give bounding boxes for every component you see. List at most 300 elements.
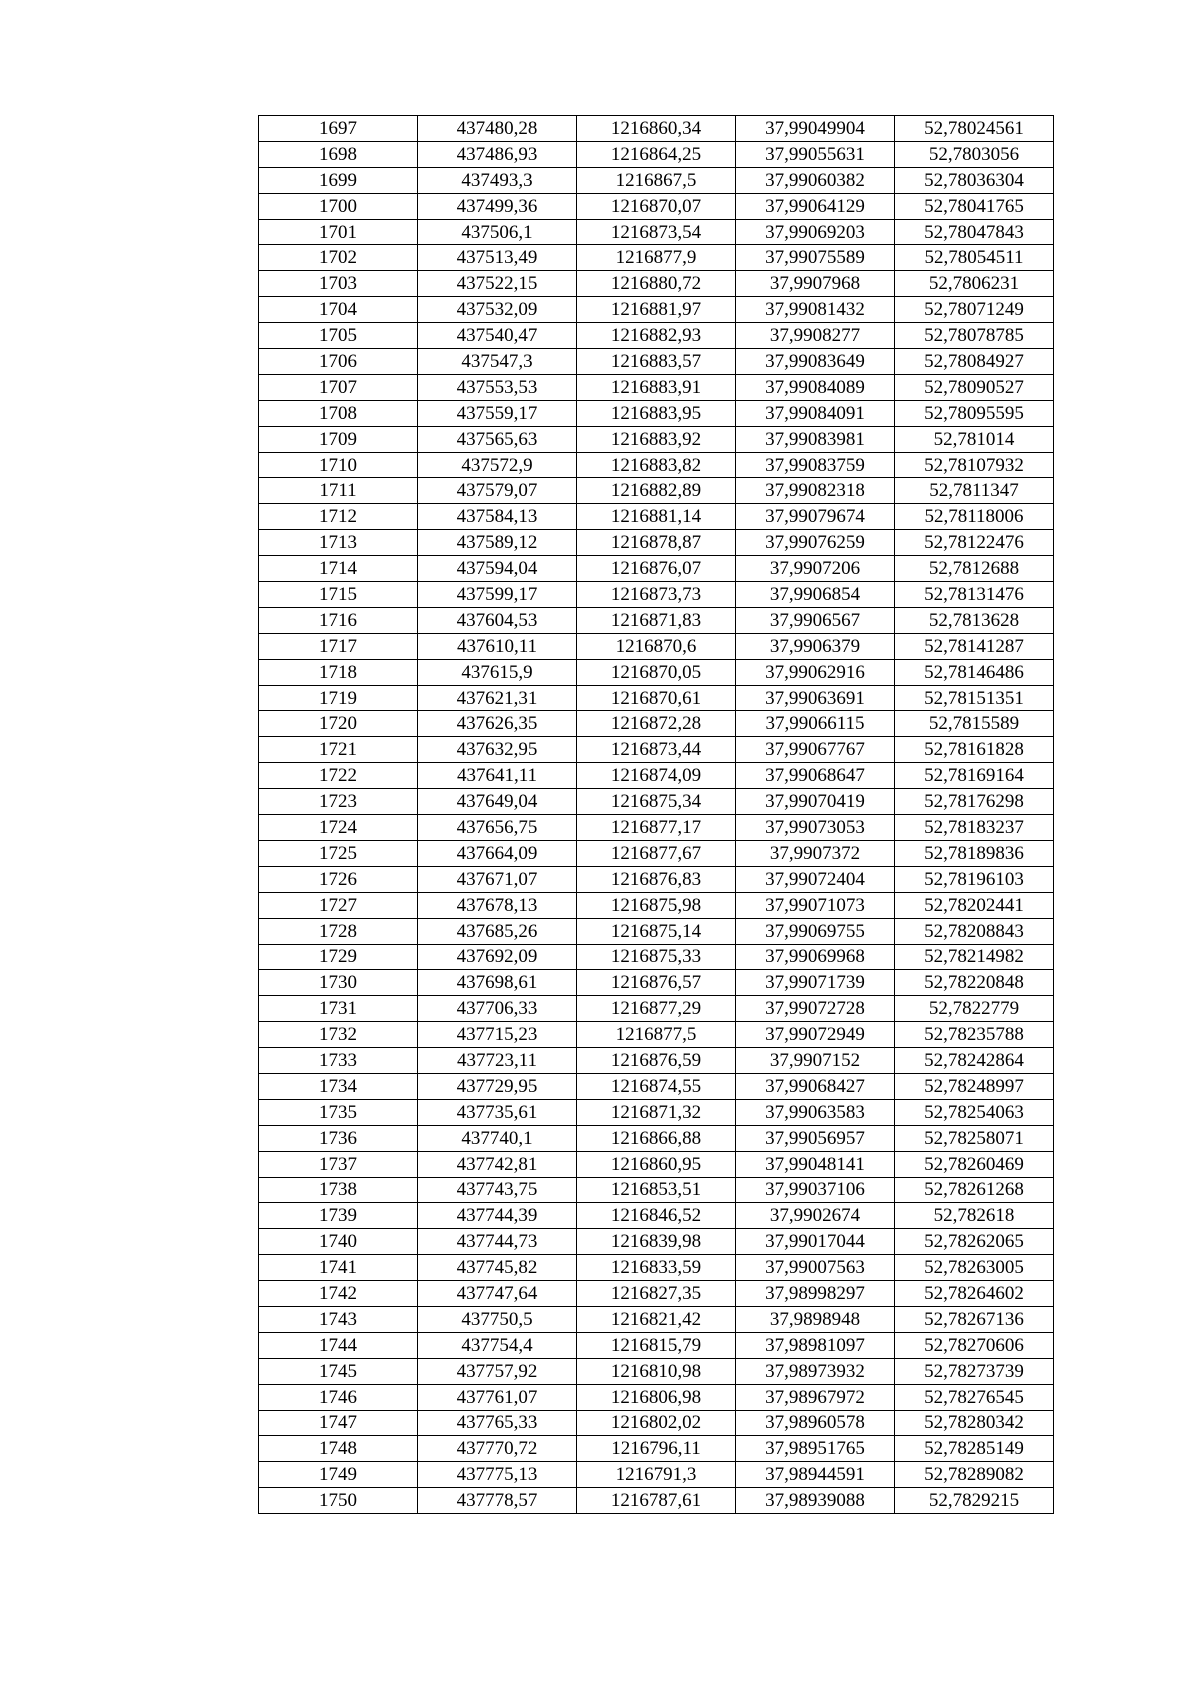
- table-row: [259, 1099, 1054, 1125]
- table-row: [259, 789, 1054, 815]
- table-row: [259, 1384, 1054, 1410]
- latitude-cell: 52,78141287: [895, 633, 1054, 659]
- point-number-cell: 1738: [259, 1177, 418, 1203]
- y-coordinate-cell: 1216875,34: [577, 789, 736, 815]
- longitude-cell: 37,9902674: [736, 1203, 895, 1229]
- x-coordinate-cell: 437540,47: [418, 323, 577, 349]
- y-coordinate-cell: 1216860,34: [577, 116, 736, 142]
- point-number-cell: 1741: [259, 1255, 418, 1281]
- latitude-cell: 52,78024561: [895, 116, 1054, 142]
- x-coordinate-cell: 437715,23: [418, 1022, 577, 1048]
- table-row: [259, 866, 1054, 892]
- point-number-cell: 1717: [259, 633, 418, 659]
- latitude-cell: 52,78202441: [895, 892, 1054, 918]
- point-number-cell: 1732: [259, 1022, 418, 1048]
- x-coordinate-cell: 437559,17: [418, 400, 577, 426]
- point-number-cell: 1737: [259, 1151, 418, 1177]
- longitude-cell: 37,98944591: [736, 1462, 895, 1488]
- y-coordinate-cell: 1216866,88: [577, 1125, 736, 1151]
- longitude-cell: 37,9907152: [736, 1048, 895, 1074]
- x-coordinate-cell: 437615,9: [418, 659, 577, 685]
- point-number-cell: 1743: [259, 1306, 418, 1332]
- latitude-cell: 52,7803056: [895, 141, 1054, 167]
- y-coordinate-cell: 1216802,02: [577, 1410, 736, 1436]
- longitude-cell: 37,99060382: [736, 167, 895, 193]
- point-number-cell: 1719: [259, 685, 418, 711]
- x-coordinate-cell: 437747,64: [418, 1281, 577, 1307]
- latitude-cell: 52,78189836: [895, 840, 1054, 866]
- y-coordinate-cell: 1216877,9: [577, 245, 736, 271]
- point-number-cell: 1721: [259, 737, 418, 763]
- table-row: [259, 1177, 1054, 1203]
- latitude-cell: 52,78262065: [895, 1229, 1054, 1255]
- longitude-cell: 37,98973932: [736, 1358, 895, 1384]
- latitude-cell: 52,78273739: [895, 1358, 1054, 1384]
- y-coordinate-cell: 1216846,52: [577, 1203, 736, 1229]
- y-coordinate-cell: 1216833,59: [577, 1255, 736, 1281]
- table-row: [259, 116, 1054, 142]
- y-coordinate-cell: 1216806,98: [577, 1384, 736, 1410]
- y-coordinate-cell: 1216876,57: [577, 970, 736, 996]
- table-row: [259, 659, 1054, 685]
- latitude-cell: 52,78270606: [895, 1332, 1054, 1358]
- y-coordinate-cell: 1216870,61: [577, 685, 736, 711]
- longitude-cell: 37,99083981: [736, 426, 895, 452]
- longitude-cell: 37,98981097: [736, 1332, 895, 1358]
- longitude-cell: 37,99066115: [736, 711, 895, 737]
- x-coordinate-cell: 437745,82: [418, 1255, 577, 1281]
- latitude-cell: 52,78280342: [895, 1410, 1054, 1436]
- latitude-cell: 52,78118006: [895, 504, 1054, 530]
- point-number-cell: 1729: [259, 944, 418, 970]
- table-row: [259, 685, 1054, 711]
- y-coordinate-cell: 1216877,67: [577, 840, 736, 866]
- x-coordinate-cell: 437778,57: [418, 1488, 577, 1514]
- x-coordinate-cell: 437632,95: [418, 737, 577, 763]
- longitude-cell: 37,99084091: [736, 400, 895, 426]
- point-number-cell: 1733: [259, 1048, 418, 1074]
- latitude-cell: 52,7822779: [895, 996, 1054, 1022]
- longitude-cell: 37,98960578: [736, 1410, 895, 1436]
- y-coordinate-cell: 1216810,98: [577, 1358, 736, 1384]
- table-row: [259, 1125, 1054, 1151]
- table-row: [259, 1462, 1054, 1488]
- latitude-cell: 52,7815589: [895, 711, 1054, 737]
- x-coordinate-cell: 437499,36: [418, 193, 577, 219]
- table-row: [259, 1229, 1054, 1255]
- y-coordinate-cell: 1216796,11: [577, 1436, 736, 1462]
- latitude-cell: 52,782618: [895, 1203, 1054, 1229]
- point-number-cell: 1708: [259, 400, 418, 426]
- latitude-cell: 52,7829215: [895, 1488, 1054, 1514]
- longitude-cell: 37,99017044: [736, 1229, 895, 1255]
- longitude-cell: 37,99073053: [736, 815, 895, 841]
- y-coordinate-cell: 1216860,95: [577, 1151, 736, 1177]
- latitude-cell: 52,78196103: [895, 866, 1054, 892]
- point-number-cell: 1739: [259, 1203, 418, 1229]
- x-coordinate-cell: 437750,5: [418, 1306, 577, 1332]
- longitude-cell: 37,99071739: [736, 970, 895, 996]
- y-coordinate-cell: 1216791,3: [577, 1462, 736, 1488]
- table-row: [259, 1488, 1054, 1514]
- x-coordinate-cell: 437621,31: [418, 685, 577, 711]
- table-row: [259, 504, 1054, 530]
- y-coordinate-cell: 1216877,17: [577, 815, 736, 841]
- coordinates-table: [258, 115, 1054, 1514]
- table-row: [259, 996, 1054, 1022]
- longitude-cell: 37,99070419: [736, 789, 895, 815]
- y-coordinate-cell: 1216875,98: [577, 892, 736, 918]
- latitude-cell: 52,78122476: [895, 530, 1054, 556]
- longitude-cell: 37,99082318: [736, 478, 895, 504]
- x-coordinate-cell: 437678,13: [418, 892, 577, 918]
- table-row: [259, 737, 1054, 763]
- latitude-cell: 52,7813628: [895, 607, 1054, 633]
- y-coordinate-cell: 1216876,07: [577, 556, 736, 582]
- table-row: [259, 1203, 1054, 1229]
- point-number-cell: 1740: [259, 1229, 418, 1255]
- x-coordinate-cell: 437649,04: [418, 789, 577, 815]
- longitude-cell: 37,98951765: [736, 1436, 895, 1462]
- table-row: [259, 1332, 1054, 1358]
- y-coordinate-cell: 1216874,55: [577, 1073, 736, 1099]
- table-row: [259, 1151, 1054, 1177]
- y-coordinate-cell: 1216870,6: [577, 633, 736, 659]
- point-number-cell: 1709: [259, 426, 418, 452]
- point-number-cell: 1735: [259, 1099, 418, 1125]
- y-coordinate-cell: 1216871,83: [577, 607, 736, 633]
- table-row: [259, 219, 1054, 245]
- y-coordinate-cell: 1216815,79: [577, 1332, 736, 1358]
- longitude-cell: 37,99064129: [736, 193, 895, 219]
- table-row: [259, 530, 1054, 556]
- x-coordinate-cell: 437641,11: [418, 763, 577, 789]
- point-number-cell: 1727: [259, 892, 418, 918]
- table-row: [259, 271, 1054, 297]
- longitude-cell: 37,99079674: [736, 504, 895, 530]
- longitude-cell: 37,99056957: [736, 1125, 895, 1151]
- y-coordinate-cell: 1216874,09: [577, 763, 736, 789]
- longitude-cell: 37,99067767: [736, 737, 895, 763]
- point-number-cell: 1698: [259, 141, 418, 167]
- y-coordinate-cell: 1216883,57: [577, 349, 736, 375]
- x-coordinate-cell: 437547,3: [418, 349, 577, 375]
- table-row: [259, 193, 1054, 219]
- x-coordinate-cell: 437744,73: [418, 1229, 577, 1255]
- longitude-cell: 37,99072728: [736, 996, 895, 1022]
- latitude-cell: 52,78078785: [895, 323, 1054, 349]
- latitude-cell: 52,78095595: [895, 400, 1054, 426]
- latitude-cell: 52,78183237: [895, 815, 1054, 841]
- x-coordinate-cell: 437729,95: [418, 1073, 577, 1099]
- y-coordinate-cell: 1216864,25: [577, 141, 736, 167]
- point-number-cell: 1742: [259, 1281, 418, 1307]
- point-number-cell: 1712: [259, 504, 418, 530]
- point-number-cell: 1701: [259, 219, 418, 245]
- latitude-cell: 52,78276545: [895, 1384, 1054, 1410]
- latitude-cell: 52,78151351: [895, 685, 1054, 711]
- latitude-cell: 52,78084927: [895, 349, 1054, 375]
- point-number-cell: 1725: [259, 840, 418, 866]
- table-row: [259, 633, 1054, 659]
- latitude-cell: 52,78260469: [895, 1151, 1054, 1177]
- x-coordinate-cell: 437506,1: [418, 219, 577, 245]
- x-coordinate-cell: 437740,1: [418, 1125, 577, 1151]
- latitude-cell: 52,781014: [895, 426, 1054, 452]
- point-number-cell: 1745: [259, 1358, 418, 1384]
- table-row: [259, 711, 1054, 737]
- y-coordinate-cell: 1216839,98: [577, 1229, 736, 1255]
- longitude-cell: 37,99069968: [736, 944, 895, 970]
- x-coordinate-cell: 437742,81: [418, 1151, 577, 1177]
- y-coordinate-cell: 1216877,5: [577, 1022, 736, 1048]
- latitude-cell: 52,78107932: [895, 452, 1054, 478]
- latitude-cell: 52,78248997: [895, 1073, 1054, 1099]
- latitude-cell: 52,78161828: [895, 737, 1054, 763]
- table-row: [259, 840, 1054, 866]
- latitude-cell: 52,78261268: [895, 1177, 1054, 1203]
- table-row: [259, 141, 1054, 167]
- x-coordinate-cell: 437692,09: [418, 944, 577, 970]
- x-coordinate-cell: 437565,63: [418, 426, 577, 452]
- latitude-cell: 52,78258071: [895, 1125, 1054, 1151]
- x-coordinate-cell: 437671,07: [418, 866, 577, 892]
- table-row: [259, 349, 1054, 375]
- x-coordinate-cell: 437626,35: [418, 711, 577, 737]
- x-coordinate-cell: 437513,49: [418, 245, 577, 271]
- table-row: [259, 944, 1054, 970]
- longitude-cell: 37,99049904: [736, 116, 895, 142]
- longitude-cell: 37,99062916: [736, 659, 895, 685]
- y-coordinate-cell: 1216853,51: [577, 1177, 736, 1203]
- latitude-cell: 52,78036304: [895, 167, 1054, 193]
- point-number-cell: 1728: [259, 918, 418, 944]
- table-row: [259, 1073, 1054, 1099]
- table-row: [259, 1048, 1054, 1074]
- x-coordinate-cell: 437735,61: [418, 1099, 577, 1125]
- longitude-cell: 37,9906854: [736, 582, 895, 608]
- x-coordinate-cell: 437744,39: [418, 1203, 577, 1229]
- latitude-cell: 52,78090527: [895, 374, 1054, 400]
- x-coordinate-cell: 437664,09: [418, 840, 577, 866]
- latitude-cell: 52,78176298: [895, 789, 1054, 815]
- longitude-cell: 37,99055631: [736, 141, 895, 167]
- table-row: [259, 167, 1054, 193]
- latitude-cell: 52,78285149: [895, 1436, 1054, 1462]
- x-coordinate-cell: 437706,33: [418, 996, 577, 1022]
- latitude-cell: 52,7812688: [895, 556, 1054, 582]
- x-coordinate-cell: 437604,53: [418, 607, 577, 633]
- x-coordinate-cell: 437493,3: [418, 167, 577, 193]
- table-row: [259, 452, 1054, 478]
- table-row: [259, 1022, 1054, 1048]
- y-coordinate-cell: 1216877,29: [577, 996, 736, 1022]
- point-number-cell: 1716: [259, 607, 418, 633]
- x-coordinate-cell: 437610,11: [418, 633, 577, 659]
- table-row: [259, 1306, 1054, 1332]
- table-row: [259, 478, 1054, 504]
- point-number-cell: 1744: [259, 1332, 418, 1358]
- table-row: [259, 1255, 1054, 1281]
- y-coordinate-cell: 1216875,33: [577, 944, 736, 970]
- point-number-cell: 1746: [259, 1384, 418, 1410]
- table-row: [259, 1281, 1054, 1307]
- longitude-cell: 37,9907372: [736, 840, 895, 866]
- table-row: [259, 374, 1054, 400]
- point-number-cell: 1700: [259, 193, 418, 219]
- y-coordinate-cell: 1216827,35: [577, 1281, 736, 1307]
- x-coordinate-cell: 437723,11: [418, 1048, 577, 1074]
- longitude-cell: 37,99069203: [736, 219, 895, 245]
- x-coordinate-cell: 437757,92: [418, 1358, 577, 1384]
- point-number-cell: 1711: [259, 478, 418, 504]
- x-coordinate-cell: 437599,17: [418, 582, 577, 608]
- point-number-cell: 1747: [259, 1410, 418, 1436]
- x-coordinate-cell: 437584,13: [418, 504, 577, 530]
- x-coordinate-cell: 437553,53: [418, 374, 577, 400]
- longitude-cell: 37,99076259: [736, 530, 895, 556]
- longitude-cell: 37,99071073: [736, 892, 895, 918]
- longitude-cell: 37,9898948: [736, 1306, 895, 1332]
- y-coordinate-cell: 1216880,72: [577, 271, 736, 297]
- table-row: [259, 918, 1054, 944]
- table-row: [259, 1358, 1054, 1384]
- y-coordinate-cell: 1216881,97: [577, 297, 736, 323]
- longitude-cell: 37,9906379: [736, 633, 895, 659]
- point-number-cell: 1736: [259, 1125, 418, 1151]
- y-coordinate-cell: 1216878,87: [577, 530, 736, 556]
- table-row: [259, 763, 1054, 789]
- y-coordinate-cell: 1216881,14: [577, 504, 736, 530]
- x-coordinate-cell: 437486,93: [418, 141, 577, 167]
- longitude-cell: 37,9907206: [736, 556, 895, 582]
- x-coordinate-cell: 437754,4: [418, 1332, 577, 1358]
- point-number-cell: 1734: [259, 1073, 418, 1099]
- y-coordinate-cell: 1216876,59: [577, 1048, 736, 1074]
- longitude-cell: 37,98967972: [736, 1384, 895, 1410]
- x-coordinate-cell: 437743,75: [418, 1177, 577, 1203]
- y-coordinate-cell: 1216876,83: [577, 866, 736, 892]
- point-number-cell: 1705: [259, 323, 418, 349]
- point-number-cell: 1702: [259, 245, 418, 271]
- longitude-cell: 37,98939088: [736, 1488, 895, 1514]
- longitude-cell: 37,99037106: [736, 1177, 895, 1203]
- table-row: [259, 426, 1054, 452]
- longitude-cell: 37,99083759: [736, 452, 895, 478]
- point-number-cell: 1713: [259, 530, 418, 556]
- x-coordinate-cell: 437698,61: [418, 970, 577, 996]
- longitude-cell: 37,99048141: [736, 1151, 895, 1177]
- longitude-cell: 37,99069755: [736, 918, 895, 944]
- latitude-cell: 52,78041765: [895, 193, 1054, 219]
- latitude-cell: 52,78263005: [895, 1255, 1054, 1281]
- y-coordinate-cell: 1216821,42: [577, 1306, 736, 1332]
- x-coordinate-cell: 437572,9: [418, 452, 577, 478]
- longitude-cell: 37,99072404: [736, 866, 895, 892]
- y-coordinate-cell: 1216870,05: [577, 659, 736, 685]
- latitude-cell: 52,78131476: [895, 582, 1054, 608]
- point-number-cell: 1704: [259, 297, 418, 323]
- point-number-cell: 1750: [259, 1488, 418, 1514]
- y-coordinate-cell: 1216882,93: [577, 323, 736, 349]
- y-coordinate-cell: 1216873,44: [577, 737, 736, 763]
- latitude-cell: 52,78267136: [895, 1306, 1054, 1332]
- y-coordinate-cell: 1216867,5: [577, 167, 736, 193]
- point-number-cell: 1731: [259, 996, 418, 1022]
- longitude-cell: 37,99075589: [736, 245, 895, 271]
- table-row: [259, 607, 1054, 633]
- longitude-cell: 37,98998297: [736, 1281, 895, 1307]
- table-row: [259, 556, 1054, 582]
- table-row: [259, 297, 1054, 323]
- point-number-cell: 1699: [259, 167, 418, 193]
- y-coordinate-cell: 1216883,91: [577, 374, 736, 400]
- table-row: [259, 815, 1054, 841]
- y-coordinate-cell: 1216873,73: [577, 582, 736, 608]
- table-row: [259, 970, 1054, 996]
- point-number-cell: 1718: [259, 659, 418, 685]
- point-number-cell: 1703: [259, 271, 418, 297]
- table-row: [259, 1410, 1054, 1436]
- latitude-cell: 52,7806231: [895, 271, 1054, 297]
- y-coordinate-cell: 1216871,32: [577, 1099, 736, 1125]
- coordinates-table-body: [259, 116, 1054, 1514]
- longitude-cell: 37,9907968: [736, 271, 895, 297]
- x-coordinate-cell: 437579,07: [418, 478, 577, 504]
- longitude-cell: 37,9906567: [736, 607, 895, 633]
- x-coordinate-cell: 437589,12: [418, 530, 577, 556]
- latitude-cell: 52,78254063: [895, 1099, 1054, 1125]
- latitude-cell: 52,78054511: [895, 245, 1054, 271]
- y-coordinate-cell: 1216875,14: [577, 918, 736, 944]
- table-row: [259, 1436, 1054, 1462]
- x-coordinate-cell: 437480,28: [418, 116, 577, 142]
- latitude-cell: 52,78214982: [895, 944, 1054, 970]
- x-coordinate-cell: 437775,13: [418, 1462, 577, 1488]
- latitude-cell: 52,7811347: [895, 478, 1054, 504]
- longitude-cell: 37,99068427: [736, 1073, 895, 1099]
- x-coordinate-cell: 437761,07: [418, 1384, 577, 1410]
- point-number-cell: 1723: [259, 789, 418, 815]
- x-coordinate-cell: 437656,75: [418, 815, 577, 841]
- longitude-cell: 37,99068647: [736, 763, 895, 789]
- y-coordinate-cell: 1216872,28: [577, 711, 736, 737]
- table-row: [259, 892, 1054, 918]
- table-row: [259, 245, 1054, 271]
- table-row: [259, 582, 1054, 608]
- y-coordinate-cell: 1216870,07: [577, 193, 736, 219]
- longitude-cell: 37,99081432: [736, 297, 895, 323]
- latitude-cell: 52,78264602: [895, 1281, 1054, 1307]
- longitude-cell: 37,99063691: [736, 685, 895, 711]
- latitude-cell: 52,78208843: [895, 918, 1054, 944]
- point-number-cell: 1720: [259, 711, 418, 737]
- y-coordinate-cell: 1216883,82: [577, 452, 736, 478]
- table-row: [259, 400, 1054, 426]
- y-coordinate-cell: 1216882,89: [577, 478, 736, 504]
- y-coordinate-cell: 1216873,54: [577, 219, 736, 245]
- latitude-cell: 52,78242864: [895, 1048, 1054, 1074]
- latitude-cell: 52,78220848: [895, 970, 1054, 996]
- longitude-cell: 37,99084089: [736, 374, 895, 400]
- y-coordinate-cell: 1216883,92: [577, 426, 736, 452]
- point-number-cell: 1722: [259, 763, 418, 789]
- x-coordinate-cell: 437532,09: [418, 297, 577, 323]
- x-coordinate-cell: 437685,26: [418, 918, 577, 944]
- latitude-cell: 52,78146486: [895, 659, 1054, 685]
- point-number-cell: 1710: [259, 452, 418, 478]
- point-number-cell: 1706: [259, 349, 418, 375]
